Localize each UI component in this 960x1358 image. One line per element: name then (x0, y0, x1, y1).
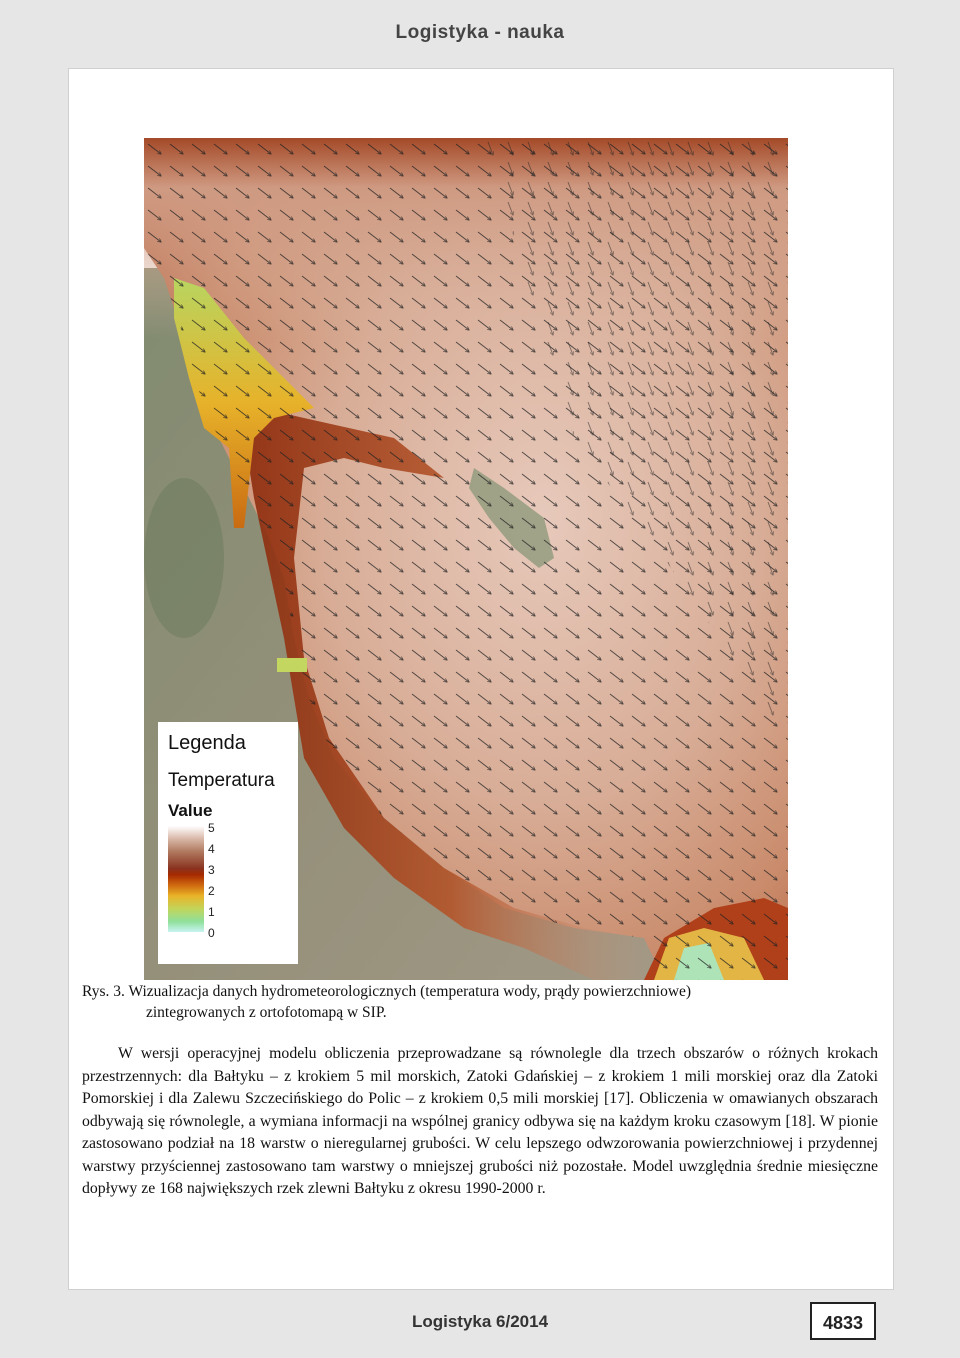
legend-tick: 0 (208, 926, 215, 940)
legend-value-label: Value (168, 801, 213, 820)
journal-footer: Logistyka 6/2014 (411, 1312, 549, 1331)
legend-tick: 4 (208, 842, 215, 856)
page-number: 4833 (810, 1302, 876, 1340)
caption-line-2: zintegrowanych z ortofotomapą w SIP. (146, 1004, 387, 1021)
figure-caption (82, 981, 882, 1023)
legend-title: Legenda (168, 732, 246, 754)
paragraph-text: W wersji operacyjnej modelu obliczenia przeprowadzane są równolegle dla trzech obszarów o różnych krokach przestrzennych: dla Bałtyku – z krokiem 5 mil morskich, Zatoki Gdańskiej – z krokiem 1 mili morskiej oraz dla Zatoki Pomorskiej i dla Zalewu Szczecińskiego do Polic – z krokiem 0,5 mili morskiej [17]. Obliczenia w omawianych obszarach odbywają się równolegle, a wymiana informacji na wspólnej granicy odbywa się na każdym kroku czasowym [18]. W pionie zastosowano podział na 18 warstw o nieregularnej grubości. W celu lepszego odwzorowania powierzchniowej i przydennej warstwy przyściennej zastosowano tam warstwy o mniejszej grubości niż pozostałe. Model uwzględnia średnie miesięczne dopływy ze 168 największych rzek zlewni Bałtyku z okresu 1990-2000 r. (82, 1045, 878, 1197)
legend-tick: 2 (208, 884, 215, 898)
legend-tick: 5 (208, 821, 215, 835)
caption-line-1: Rys. 3. Wizualizacja danych hydrometeorologicznych (temperatura wody, prądy powierzchniowe) (82, 983, 692, 1000)
legend-color-ramp (168, 826, 204, 932)
body-paragraph (82, 1043, 878, 1201)
legend-subtitle: Temperatura (168, 770, 275, 791)
legend-tick: 3 (208, 863, 215, 877)
map-legend (158, 722, 298, 964)
running-header: Logistyka - nauka (395, 22, 565, 43)
forest-area (144, 478, 224, 638)
legend-tick: 1 (208, 905, 215, 919)
